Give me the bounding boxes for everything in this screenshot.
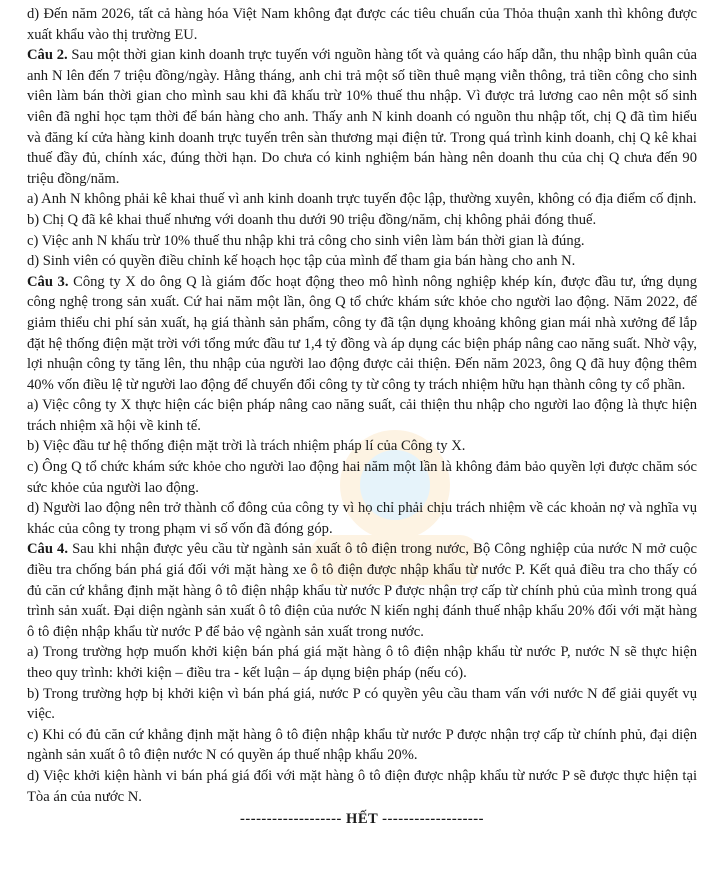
question-4: Câu 4. Sau khi nhận được yêu cầu từ ngành sản xuất ô tô điện trong nước, Bộ Công nghiệp của nước N mở cuộc điều tra chống bán phá giá đối với mặt hàng xe ô tô điện được nhập khẩu từ nước P. Kết quả điều tra cho thấy có đủ căn cứ khẳng định mặt hàng ô tô điện nhập khẩu từ nước P được nhận trợ cấp từ chính phủ của mình trong quá trình sản xuất. Đại diện ngành sản xuất ô tô điện của nước N kiến nghị đánh thuế nhập khẩu 20% đối với mặt hàng ô tô điện nhập khẩu từ nước P để bảo vệ ngành sản xuất trong nước.: [27, 541, 697, 640]
q4-option-c: c) Khi có đủ căn cứ khẳng định mặt hàng ô tô điện nhập khẩu từ nước P được nhận trợ cấp từ chính phủ, đại diện ngành sản xuất ô tô điện nước N có quyền áp thuế nhập khẩu 20%.: [27, 726, 697, 764]
question-3: Câu 3. Công ty X do ông Q là giám đốc hoạt động theo mô hình nông nghiệp khép kín, được đầu tư, ứng dụng công nghệ trong sản xuất. Cứ hai năm một lần, ông Q tổ chức khám sức khỏe cho người lao động. Năm 2022, để giảm thiểu chi phí sản xuất, hạ giá thành sản phẩm, công ty đã tận dụng khoảng không gian mái nhà xưởng để lắp đặt hệ thống điện mặt trời với tổng mức đầu tư 1,4 tỷ đồng và áp dụng các biện pháp nâng cao năng suất. Nhờ vậy, lợi nhuận công ty tăng lên, thu nhập của người lao động được cải thiện. Đến năm 2023, ông Q đã huy động thêm 40% vốn điều lệ từ người lao động để chuyển đổi công ty từ công ty trách nhiệm hữu hạn thành công ty cổ phần.: [27, 273, 697, 393]
question-label: Câu 2.: [27, 47, 68, 64]
q3-option-a: a) Việc công ty X thực hiện các biện pháp nâng cao năng suất, cải thiện thu nhập cho người lao động là thực hiện trách nhiệm xã hội về kinh tế.: [27, 397, 697, 434]
q4-option-b: b) Trong trường hợp bị khởi kiện vì bán phá giá, nước P có quyền yêu cầu tham vấn với nước N để giải quyết vụ việc.: [27, 685, 697, 723]
question-2: Câu 2. Sau một thời gian kinh doanh trực tuyến với nguồn hàng tốt và quảng cáo hấp dẫn, thu nhập bình quân của anh N lên đến 7 triệu đồng/ngày. Hằng tháng, anh chi trả một số tiền thuê mạng viễn thông, trả tiền công cho sinh viên làm bán thời gian cho mình sau khi đã khấu trừ 10% thuế thu nhập. Vì được trả lương cao nên một số sinh viên đã nghỉ học tạm thời để bán hàng cho anh. Thấy anh N kinh doanh có nguồn thu nhập tốt, chị Q đã tìm hiểu và đăng kí cửa hàng kinh doanh trực tuyến trên sàn thương mại điện tử. Trong quá trình kinh doanh, chị Q kê khai thuế đầy đủ, chính xác, đúng thời hạn. Do chưa có kinh nghiệm bán hàng nên doanh thu của chị Q chưa đến 90 triệu đồng/năm.: [27, 47, 698, 187]
q3-option-d: d) Người lao động nên trở thành cổ đông của công ty vì họ chỉ phải chịu trách nhiệm về các khoản nợ và nghĩa vụ khác của công ty trong phạm vi số vốn đã đóng góp.: [27, 500, 697, 537]
q3-option-c: c) Ông Q tổ chức khám sức khỏe cho người lao động hai năm một lần là không đảm bảo quyền lợi được chăm sóc sức khỏe của người lao động.: [27, 459, 697, 496]
q2-option-a: a) Anh N không phải kê khai thuế vì anh kinh doanh trực tuyến độc lập, thường xuyên, không có địa điểm cố định.: [27, 191, 697, 208]
end-marker: ------------------- HẾT -------------------: [239, 811, 485, 828]
q2-option-c: c) Việc anh N khấu trừ 10% thuế thu nhập khi trả công cho sinh viên làm bán thời gian là đúng.: [27, 232, 585, 249]
q3-option-b: b) Việc đầu tư hệ thống điện mặt trời là trách nhiệm pháp lí của Công ty X.: [27, 438, 466, 455]
paragraph-prev-d: d) Đến năm 2026, tất cả hàng hóa Việt Nam không đạt được các tiêu chuẩn của Thỏa thuận xanh thì không được xuất khẩu vào thị trường EU.: [27, 6, 697, 43]
question-label: Câu 3.: [27, 273, 69, 290]
q4-option-d: d) Việc khởi kiện hành vi bán phá giá đối với mặt hàng ô tô điện được nhập khẩu từ nước P sẽ được thực hiện tại Tòa án của nước N.: [27, 767, 697, 805]
q2-option-d: d) Sinh viên có quyền điều chỉnh kế hoạch học tập của mình để tham gia bán hàng cho anh N.: [27, 253, 576, 270]
q2-option-b: b) Chị Q đã kê khai thuế nhưng với doanh thu dưới 90 triệu đồng/năm, chị không phải đóng thuế.: [27, 211, 597, 228]
question-label: Câu 4.: [27, 541, 68, 558]
q4-option-a: a) Trong trường hợp muốn khởi kiện bán phá giá mặt hàng ô tô điện nhập khẩu từ nước P, nước N sẽ thực hiện theo quy trình: khởi kiện – điều tra - kết luận – áp dụng biện pháp (nếu có).: [27, 644, 697, 681]
document-page: [27, 4, 697, 830]
